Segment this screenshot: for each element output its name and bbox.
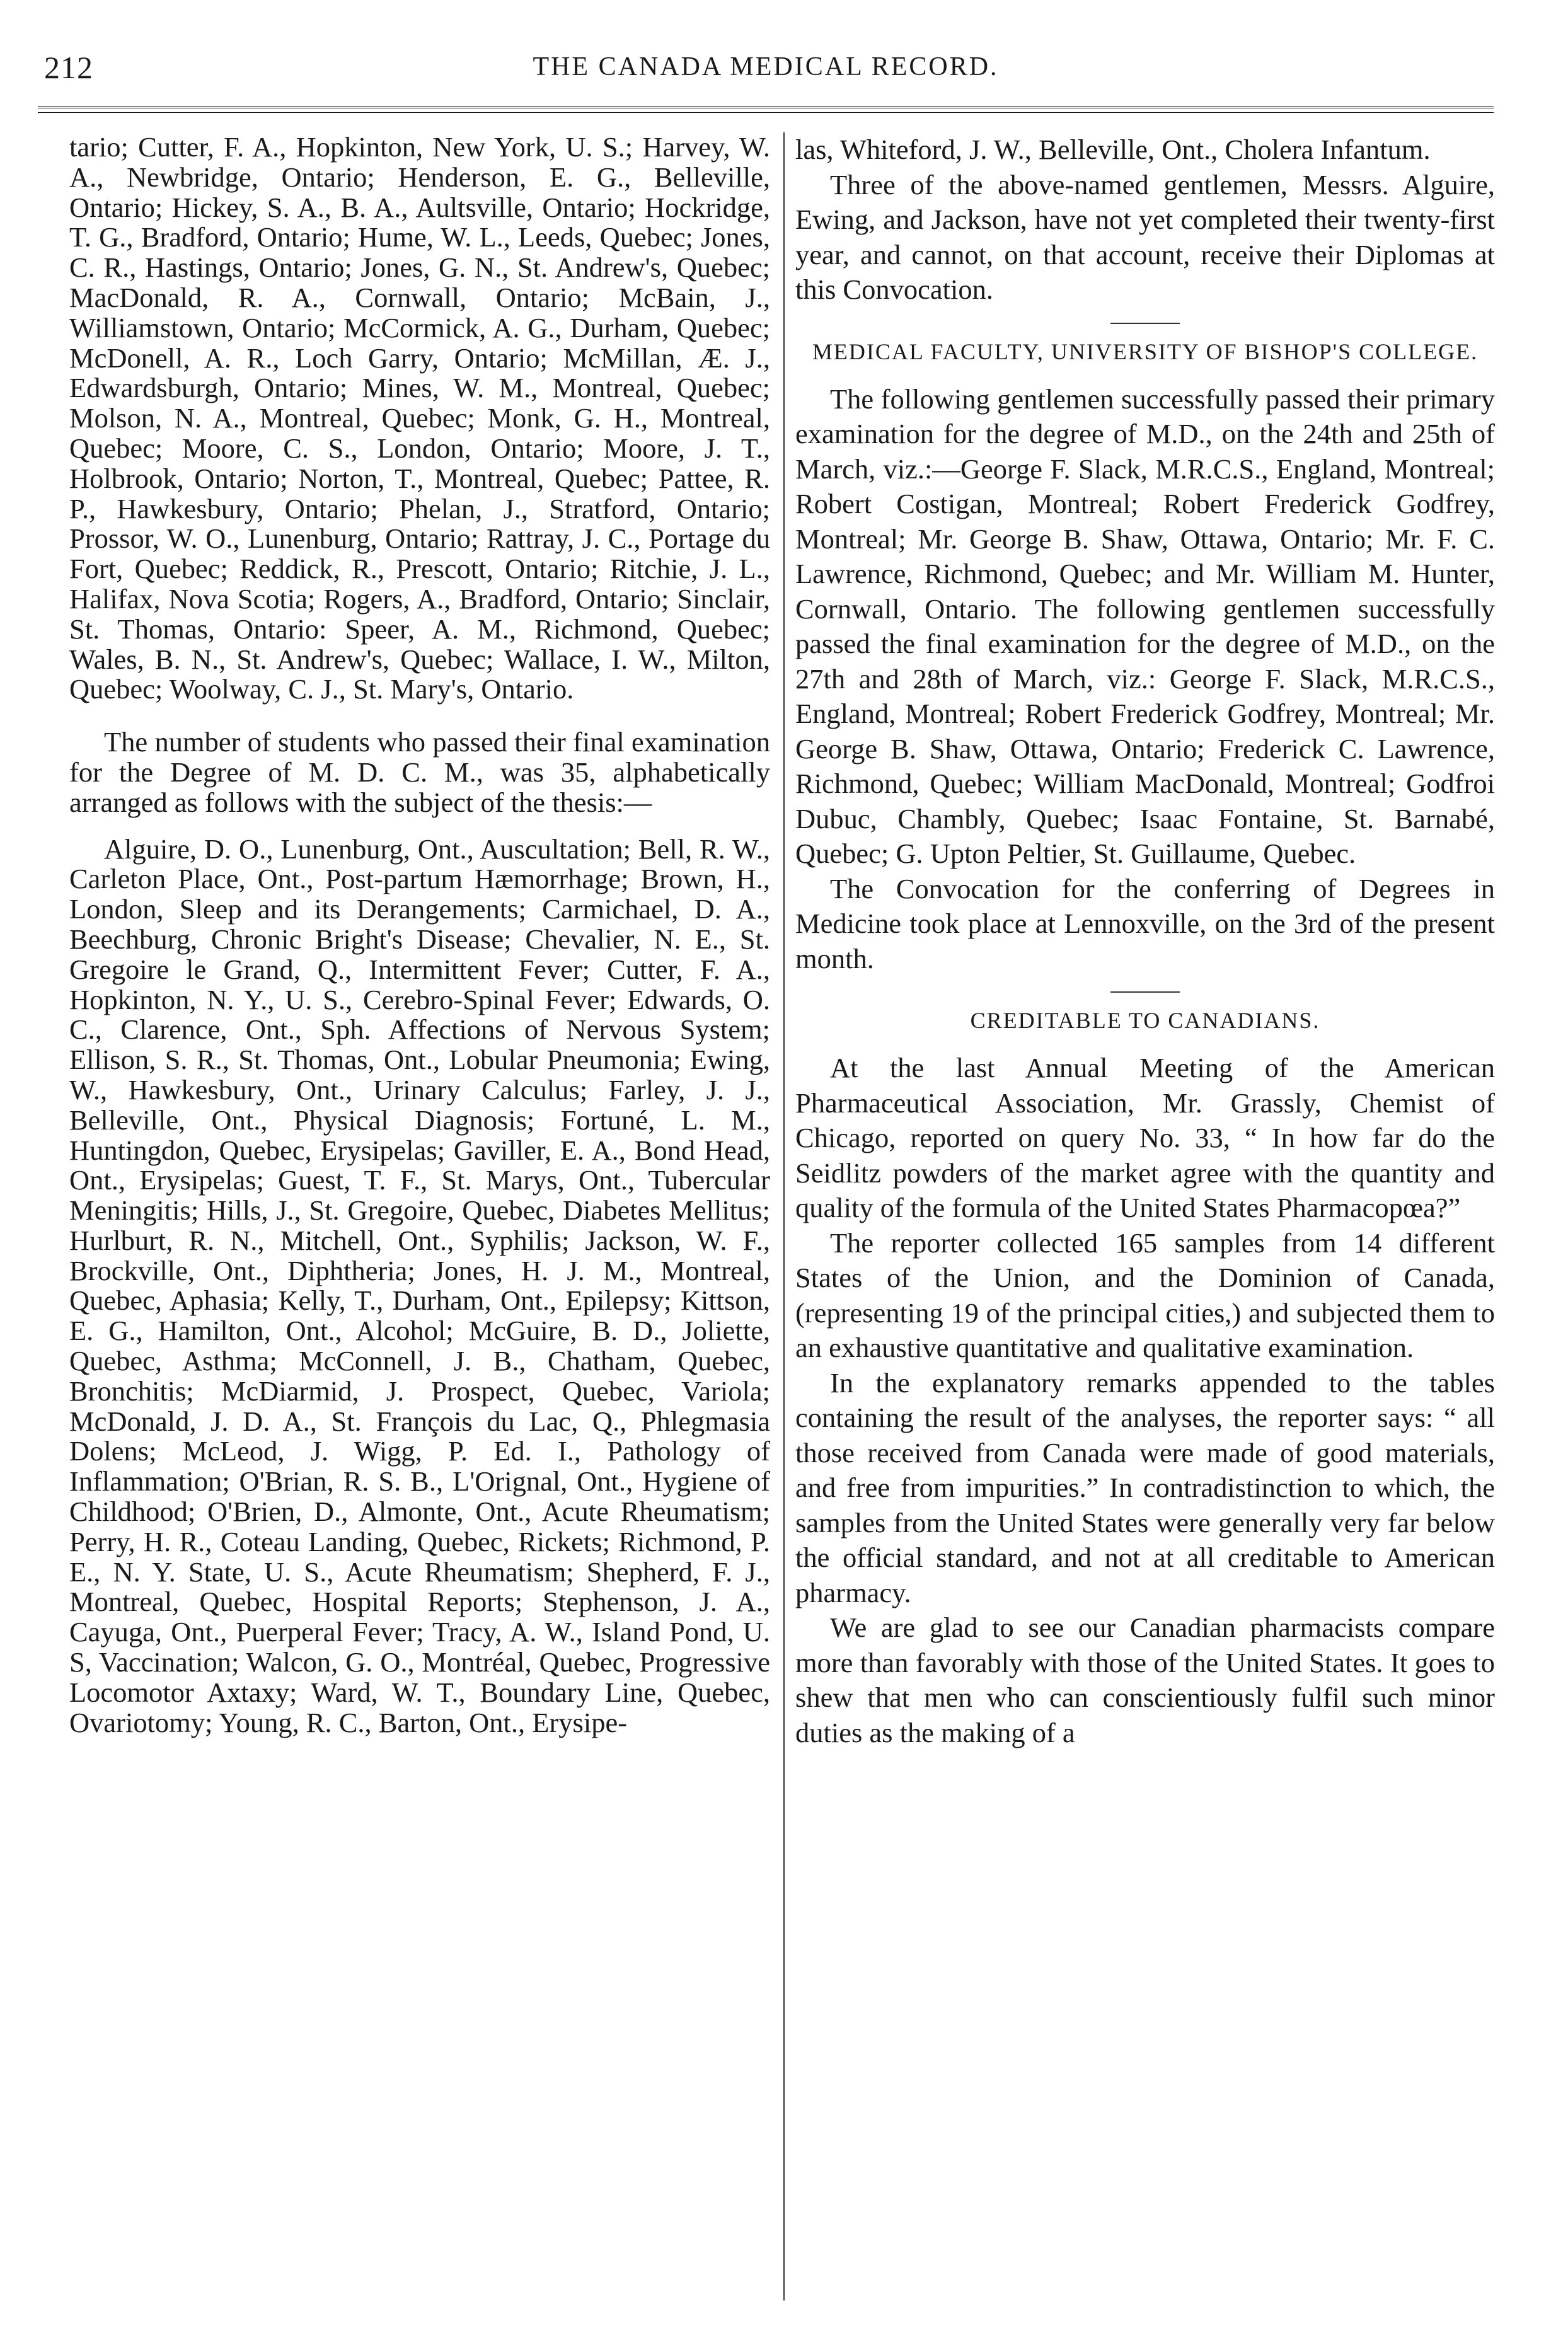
column-divider bbox=[783, 132, 785, 2300]
thesis-list-end: las, Whiteford, J. W., Belleville, Ont., Cholera Infantum. bbox=[795, 134, 1431, 165]
thesis-list-paragraph: Alguire, D. O., Lunenburg, Ont., Auscultation; Bell, R. W., Carleton Place, Ont., Post-partum Hæmorrhage; Brown, H., London, Sleep and its Derangements; Carmichael, D. A., Beechburg, Chronic Bright's Disease; Chevalier, N. E., St. Gregoire le Grand, Q., Intermittent Fever; Cutter, F. A., Hopkinton, N. Y., U. S., Cerebro-Spinal Fever; Edwards, O. C., Clarence, Ont., Sph. Affections of Nervous System; Ellison, S. R., St. Thomas, Ont., Lobular Pneumonia; Ewing, W., Hawkesbury, Ont., Urinary Calculus; Farley, J. J., Belleville, Ont., Physical Diagnosis; Fortuné, L. M., Huntingdon, Quebec, Erysipelas; Gaviller, E. A., Bond Head, Ont., Erysipelas; Guest, T. F., St. Marys, Ont., Tubercular Meningitis; Hills, J., St. Gregoire, Quebec, Diabetes Mellitus; Hurlburt, R. N., Mitchell, Ont., Syphilis; Jackson, W. F., Brockville, Ont., Diphtheria; Jones, H. J. M., Montreal, Quebec, Aphasia; Kelly, T., Durham, Ont., Epilepsy; Kittson, E. G., Hamilton, Ont., Alcohol; McGuire, B. D., Joliette, Quebec, Asthma; McConnell, J. B., Chatham, Quebec, Bronchitis; McDiarmid, J. Prospect, Quebec, Variola; McDonald, J. D. A., St. François du Lac, Q., Phlegmasia Dolens; McLeod, J. Wigg, P. Ed. I., Pathology of Inflammation; O'Brian, R. S. B., L'Orignal, Ont., Hygiene of Childhood; O'Brien, D., Almonte, Ont., Acute Rheumatism; Perry, H. R., Coteau Landing, Quebec, Rickets; Richmond, P. E., N. Y. State, U. S., Acute Rheumatism; Shepherd, F. J., Montreal, Quebec, Hospital Reports; Stephenson, J. A., Cayuga, Ont., Puerperal Fever; Tracy, A. W., Island Pond, U. S, Vaccination; Walcon, G. O., Montréal, Quebec, Progressive Locomotor Axtaxy; Ward, W. T., Boundary Line, Quebec, Ovariotomy; Young, R. C., Barton, Ont., Erysipe- bbox=[69, 833, 770, 1738]
header-rule bbox=[38, 106, 1494, 113]
left-column bbox=[69, 132, 770, 2300]
bishops-section-heading: MEDICAL FACULTY, UNIVERSITY OF BISHOP'S COLLEGE. bbox=[812, 338, 1479, 364]
bishops-convocation-paragraph: The Convocation for the conferring of Degrees in Medicine took place at Lennoxville, on the 3rd of the present month. bbox=[795, 872, 1495, 974]
page-header bbox=[38, 38, 1494, 95]
section-divider bbox=[1110, 991, 1180, 993]
students-intro-paragraph: The number of students who passed their final examination for the Degree of M. D. C. M., was 35, alphabetically arranged as follows with the subject of the thesis:— bbox=[69, 726, 770, 818]
creditable-paragraph-1: At the last Annual Meeting of the American Pharmaceutical Association, Mr. Grassly, Chemist of Chicago, reported on query No. 33, “ In how far do the Seidlitz powders of the market agree with the quantity and quality of the formula of the United States Pharmacopœa?” bbox=[795, 1052, 1495, 1223]
creditable-paragraph-4: We are glad to see our Canadian pharmacists compare more than favorably with those of the United States. It goes to shew that men who can conscientiously fulfil such minor duties as the making of a bbox=[795, 1612, 1495, 1748]
creditable-paragraph-3: In the explanatory remarks appended to the tables containing the result of the analyses, the reporter says: “ all those received from Canada were made of good materials, and free from impurities.” In contradistinction to which, the samples from the United States were generally very far below the official standard, and not at all creditable to American pharmacy. bbox=[795, 1366, 1495, 1608]
bishops-exam-paragraph: The following gentlemen successfully passed their primary examination for the degree of M.D., on the 24th and 25th of March, viz.:—George F. Slack, M.R.C.S., England, Montreal; Robert Costigan, Montreal; Robert Frederick Godfrey, Montreal; Mr. George B. Shaw, Ottawa, Ontario; Mr. F. C. Lawrence, Richmond, Quebec; and Mr. William M. Hunter, Cornwall, Ontario. The following gentlemen successfully passed the final examination for the degree of M.D., on the 27th and 28th of March, viz.: George F. Slack, M.R.C.S., England, Montreal; Robert Frederick Godfrey, Montreal; Mr. George B. Shaw, Ottawa, Ontario; Frederick C. Lawrence, Richmond, Quebec; William MacDonald, Montreal; Godfroi Dubuc, Chambly, Quebec; Isaac Fontaine, St. Barnabé, Quebec; G. Upton Peltier, St. Guillaume, Quebec. bbox=[795, 383, 1495, 869]
creditable-section-heading: CREDITABLE TO CANADIANS. bbox=[970, 1008, 1320, 1033]
section-divider bbox=[1110, 323, 1180, 324]
graduate-list-continuation: tario; Cutter, F. A., Hopkinton, New York, U. S.; Harvey, W. A., Newbridge, Ontario; Henderson, E. G., Belleville, Ontario; Hickey, S. A., B. A., Aultsville, Ontario; Hockridge, T. G., Bradford, Ontario; Hume, W. L., Leeds, Quebec; Jones, C. R., Hastings, Ontario; Jones, G. N., St. Andrew's, Quebec; MacDonald, R. A., Cornwall, Ontario; McBain, J., Williamstown, Ontario; McCormick, A. G., Durham, Quebec; McDonell, A. R., Loch Garry, Ontario; McMillan, Æ. J., Edwardsburgh, Ontario; Mines, W. M., Montreal, Quebec; Molson, N. A., Montreal, Quebec; Monk, G. H., Montreal, Quebec; Moore, C. S., London, Ontario; Moore, J. T., Holbrook, Ontario; Norton, T., Montreal, Quebec; Pattee, R. P., Hawkesbury, Ontario; Phelan, J., Stratford, Ontario; Prossor, W. O., Lunenburg, Ontario; Rattray, J. C., Portage du Fort, Quebec; Reddick, R., Prescott, Ontario; Ritchie, J. L., Halifax, Nova Scotia; Rogers, A., Bradford, Ontario; Sinclair, St. Thomas, Ontario: Speer, A. M., Richmond, Quebec; Wales, B. N., St. Andrew's, Quebec; Wallace, I. W., Milton, Quebec; Woolway, C. J., St. Mary's, Ontario. bbox=[69, 132, 770, 705]
page-number: 212 bbox=[44, 50, 93, 85]
age-note-paragraph: Three of the above-named gentlemen, Messrs. Alguire, Ewing, and Jackson, have not yet completed their twenty-first year, and cannot, on that account, receive their Diplomas at this Convocation. bbox=[795, 168, 1495, 305]
right-column bbox=[795, 132, 1495, 2300]
creditable-paragraph-2: The reporter collected 165 samples from 14 different States of the Union, and the Dominion of Canada, (representing 19 of the principal cities,) and subjected them to an exhaustive quantitative and qualitative examination. bbox=[795, 1227, 1495, 1363]
running-head: THE CANADA MEDICAL RECORD. bbox=[533, 52, 999, 81]
